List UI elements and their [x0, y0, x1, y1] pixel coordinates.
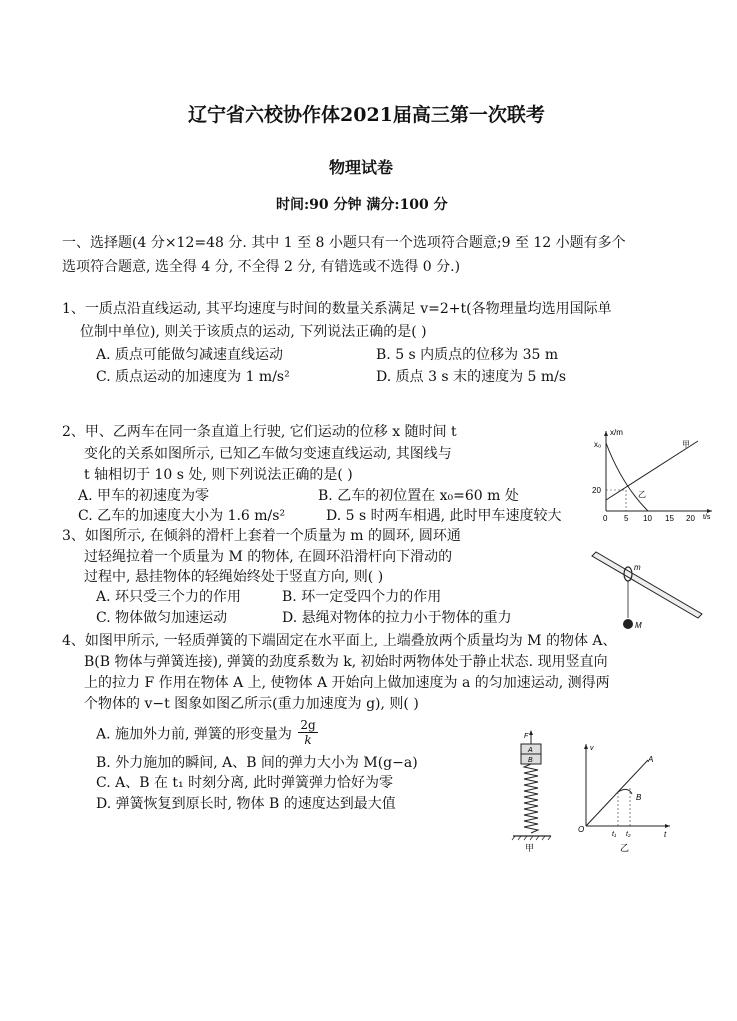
label-yi: 乙 — [620, 843, 630, 853]
q4-spring-figure — [505, 730, 565, 855]
q1-line1: 1、一质点沿直线运动, 其平均速度与时间的数量关系满足 v=2+t(各物理量均选用国际单 — [62, 301, 612, 317]
y-arrow — [604, 431, 608, 436]
q3-line3: 过程中, 悬挂物体的轻绳始终处于竖直方向, 则( ) — [84, 569, 384, 585]
force-label: F — [524, 733, 529, 740]
q4-option-a — [96, 720, 318, 749]
q3-slider-figure — [588, 548, 708, 638]
section1-line1: 一、选择题(4 分×12=48 分. 其中 1 至 8 小题只有一个选项符合题意;9 至 12 小题有多个 — [62, 235, 626, 251]
q3-option-a: A. 环只受三个力的作用 — [96, 589, 242, 605]
q4-line2: B(B 物体与弹簧连接), 弹簧的劲度系数为 k, 初始时两物体处于静止状态. 现用竖直向 — [84, 654, 608, 670]
tick-20: 20 — [686, 514, 695, 523]
q3-line1: 3、如图所示, 在倾斜的滑杆上套着一个质量为 m 的圆环, 圆环通 — [62, 528, 461, 544]
slide-rod — [592, 552, 702, 618]
q1-line2: 位制中单位), 则关于该质点的运动, 下列说法正确的是( ) — [80, 324, 427, 340]
q1-option-b: B. 5 s 内质点的位移为 35 m — [376, 347, 559, 363]
graph-x0: x₀ — [594, 440, 602, 449]
graph-y20: 20 — [592, 486, 601, 495]
q2-option-d: D. 5 s 时两车相遇, 此时甲车速度较大 — [326, 508, 562, 524]
hanging-mass — [623, 619, 633, 629]
q2-line3: t 轴相切于 10 s 处, 则下列说法正确的是( ) — [84, 467, 353, 483]
q1-option-d: D. 质点 3 s 末的速度为 5 m/s — [376, 369, 567, 385]
vt-y-arrow — [584, 744, 588, 749]
q2-xt-graph — [588, 425, 718, 525]
block-b-label: B — [528, 757, 533, 764]
label-jia: 甲 — [682, 440, 690, 449]
tick-10: 10 — [643, 514, 652, 523]
ring-label: m — [634, 563, 641, 572]
q3-line2: 过轻绳拉着一个质量为 M 的物体, 在圆环沿滑杆向下滑动的 — [84, 549, 453, 565]
q4-line1: 4、如图甲所示, 一轻质弹簧的下端固定在水平面上, 上端叠放两个质量均为 M 的物体 A、 — [62, 633, 617, 649]
q2-option-b: B. 乙车的初位置在 x₀=60 m 处 — [318, 488, 519, 504]
graph-ylabel: x/m — [610, 428, 623, 437]
tick-0: 0 — [603, 514, 608, 523]
tick-5: 5 — [624, 514, 629, 523]
q1-option-c: C. 质点运动的加速度为 1 m/s² — [96, 369, 290, 385]
q3-option-d: D. 悬绳对物体的拉力小于物体的重力 — [282, 610, 512, 626]
label-jia: 甲 — [525, 843, 535, 853]
q4-vt-graph — [572, 740, 677, 855]
q4-option-b: B. 外力施加的瞬间, A、B 间的弹力大小为 M(g−a) — [96, 755, 418, 771]
q4-line3: 上的拉力 F 作用在物体 A 上, 使物体 A 开始向上做加速度为 a 的匀加速运动, 测得两 — [84, 675, 610, 691]
label-b: B — [636, 793, 642, 802]
line-jia — [606, 441, 698, 500]
q2-line2: 变化的关系如图所示, 已知乙车做匀变速直线运动, 其图线与 — [84, 446, 452, 462]
time-score: 时间:90 分钟 满分:100 分 — [276, 197, 448, 213]
q3-option-b: B. 环一定受四个力的作用 — [282, 589, 442, 605]
mass-label: M — [635, 621, 642, 630]
fraction — [298, 718, 317, 747]
q4-option-a-text: A. 施加外力前, 弹簧的形变量为 — [96, 726, 292, 743]
label-t2: t₂ — [626, 831, 631, 838]
label-t1: t₁ — [612, 831, 617, 838]
vt-v-label: v — [590, 745, 594, 752]
fraction-denominator: k — [304, 733, 312, 747]
section1-line2: 选项符合题意, 选全得 4 分, 不全得 2 分, 有错选或不选得 0 分.) — [62, 259, 461, 275]
label-yi: 乙 — [638, 490, 646, 499]
q2-option-c: C. 乙车的加速度大小为 1.6 m/s² — [78, 508, 286, 524]
tick-15: 15 — [665, 514, 674, 523]
q1-option-a: A. 质点可能做匀减速直线运动 — [96, 347, 284, 363]
q4-option-c: C. A、B 在 t₁ 时刻分离, 此时弹簧弹力恰好为零 — [96, 775, 393, 791]
block-a-label: A — [528, 747, 533, 754]
graph-xlabel: t/s — [703, 514, 711, 521]
q2-line1: 2、甲、乙两车在同一条直道上行驶, 它们运动的位移 x 随时间 t — [62, 424, 457, 440]
label-a: A — [648, 755, 654, 764]
exam-title: 辽宁省六校协作体2021届高三第一次联考 — [188, 104, 545, 126]
q4-option-d: D. 弹簧恢复到原长时, 物体 B 的速度达到最大值 — [96, 796, 396, 812]
vt-x-arrow — [665, 824, 670, 828]
subject-title: 物理试卷 — [329, 158, 394, 177]
x-arrow — [707, 509, 712, 513]
vt-origin: O — [578, 825, 585, 834]
force-arrowhead — [529, 730, 533, 735]
q4-line4: 个物体的 v−t 图象如图乙所示(重力加速度为 g), 则( ) — [84, 696, 419, 712]
spring — [524, 764, 538, 833]
fraction-numerator: 2g — [300, 718, 316, 732]
q2-option-a: A. 甲车的初速度为零 — [78, 488, 210, 504]
vt-t-label: t — [664, 830, 667, 839]
q3-option-c: C. 物体做匀加速运动 — [96, 610, 228, 626]
